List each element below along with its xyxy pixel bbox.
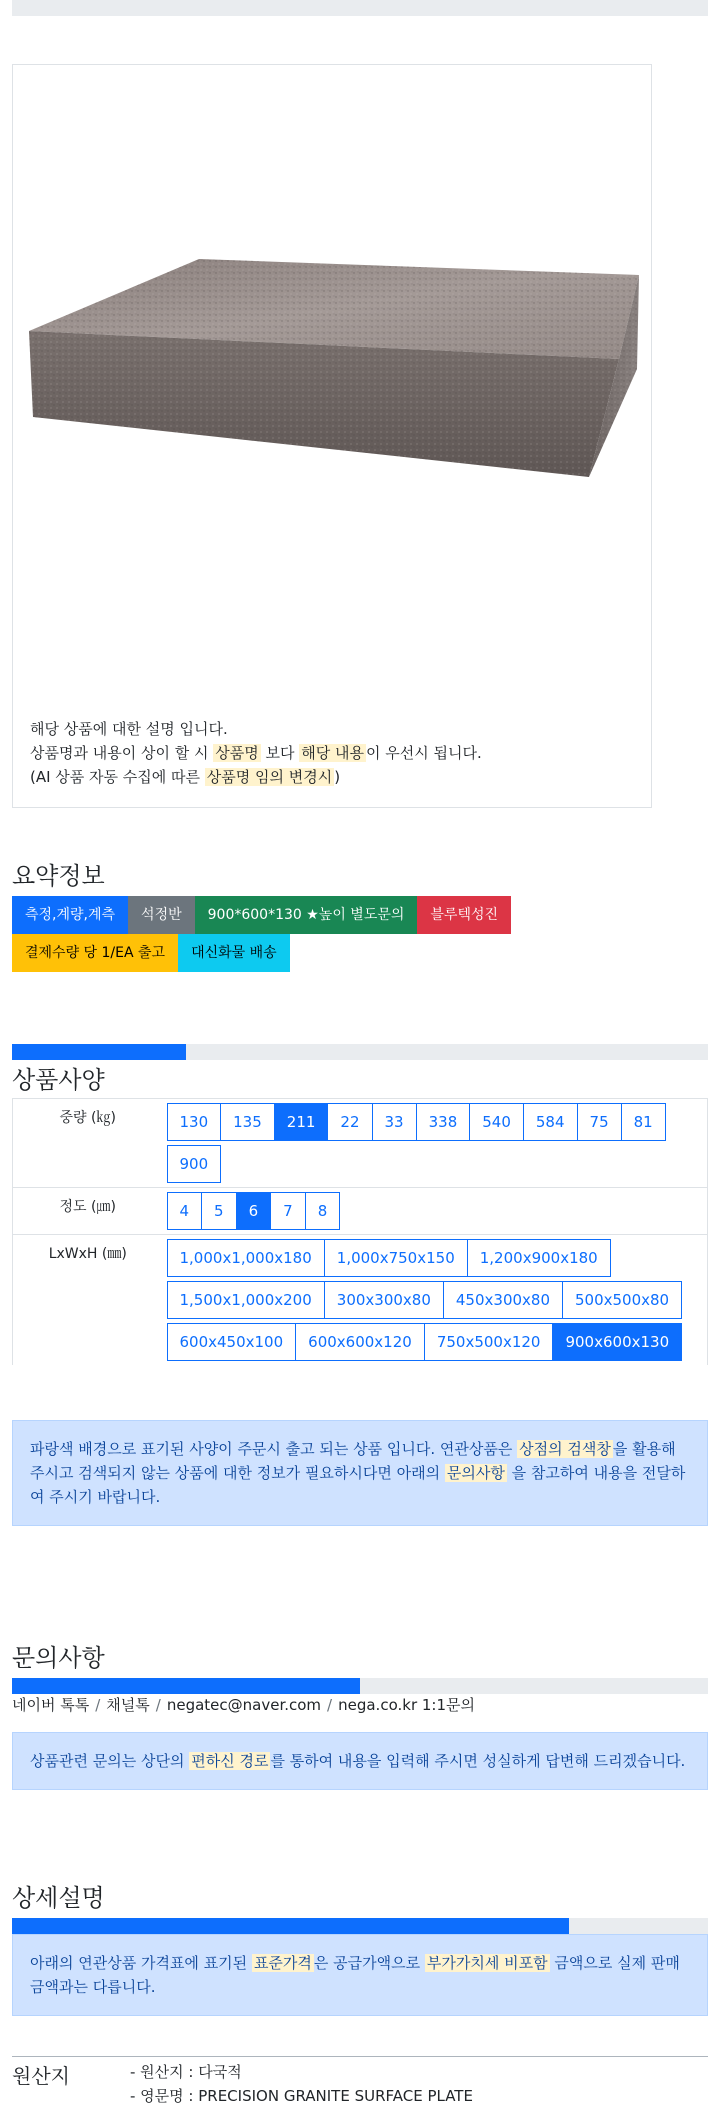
spec-option-button[interactable]: 750x500x120 <box>424 1323 554 1361</box>
summary-badges <box>12 896 708 972</box>
spec-options <box>163 1099 708 1188</box>
spec-option-button[interactable]: 5 <box>201 1192 237 1230</box>
spec-option-button[interactable]: 450x300x80 <box>443 1281 563 1319</box>
summary-badge: 결제수량 당 1/EA 출고 <box>12 934 178 972</box>
spec-option-button[interactable]: 1,200x900x180 <box>467 1239 611 1277</box>
summary-title: 요약정보 <box>12 862 105 890</box>
spec-option-button[interactable]: 584 <box>523 1103 578 1141</box>
spec-option-button[interactable]: 22 <box>327 1103 372 1141</box>
detail-progress-fill <box>12 1918 569 1934</box>
description-line: (AI 상품 자동 수집에 따른 상품명 임의 변경시 ) <box>30 768 341 786</box>
badge-row <box>12 896 708 934</box>
description-line: 상품명과 내용이 상이 할 시 상품명 보다 해당 내용 이 우선시 됩니다. <box>30 744 482 762</box>
spec-option-button[interactable]: 7 <box>270 1192 306 1230</box>
spec-title: 상품사양 <box>12 1066 105 1094</box>
contact-links <box>12 1694 475 1715</box>
detail-notice: 아래의 연관상품 가격표에 표기된 표준가격 은 공급가액으로 부가가치세 비포함 금액으로 실제 판매금액과는 다릅니다. <box>12 1934 708 2016</box>
product-image <box>29 259 639 489</box>
spec-option-button[interactable]: 135 <box>220 1103 275 1141</box>
badge-row <box>12 934 708 972</box>
inquiry-title: 문의사항 <box>12 1644 105 1672</box>
contact-separator: / <box>95 1696 101 1714</box>
contact-link[interactable]: nega.co.kr 1:1문의 <box>338 1696 475 1714</box>
top-progress-bar <box>12 0 708 16</box>
spec-option-button[interactable]: 8 <box>305 1192 341 1230</box>
spec-label: 정도 (㎛) <box>13 1188 163 1235</box>
spec-option-button[interactable]: 500x500x80 <box>562 1281 682 1319</box>
spec-label: LxWxH (㎜) <box>13 1235 163 1366</box>
spec-options-table <box>12 1098 708 1365</box>
contact-separator: / <box>155 1696 161 1714</box>
contact-link[interactable]: 네이버 톡톡 <box>12 1696 90 1714</box>
detail-progress-bar <box>12 1918 708 1934</box>
detail-title: 상세설명 <box>12 1884 105 1912</box>
contact-separator: / <box>327 1696 333 1714</box>
spec-option-button[interactable]: 81 <box>621 1103 666 1141</box>
spec-option-button[interactable]: 4 <box>167 1192 203 1230</box>
spec-row-dimensions <box>13 1235 708 1366</box>
description-line: 해당 상품에 대한 설명 입니다. <box>30 720 228 738</box>
origin-item: - 영문명 : PRECISION GRANITE SURFACE PLATE <box>130 2087 473 2103</box>
spec-option-button[interactable]: 130 <box>167 1103 222 1141</box>
origin-list <box>130 2060 473 2103</box>
contact-link[interactable]: 채널톡 <box>106 1696 150 1714</box>
summary-badge: 블루텍성진 <box>417 896 511 934</box>
contact-link[interactable]: negatec@naver.com <box>166 1696 322 1714</box>
spec-progress-bar <box>12 1044 708 1060</box>
summary-badge: 900*600*130 ★높이 별도문의 <box>195 896 418 934</box>
spec-options <box>163 1188 708 1235</box>
spec-option-button[interactable]: 900x600x130 <box>552 1323 682 1361</box>
spec-option-button[interactable]: 900 <box>167 1145 222 1183</box>
spec-option-button[interactable]: 75 <box>577 1103 622 1141</box>
spec-row-accuracy <box>13 1188 708 1235</box>
spec-row-weight <box>13 1099 708 1188</box>
spec-option-button[interactable]: 1,500x1,000x200 <box>167 1281 325 1319</box>
inquiry-notice: 상품관련 문의는 상단의 편하신 경로 를 통하여 내용을 입력해 주시면 성실하게 답변해 드리겠습니다. <box>12 1732 708 1790</box>
inquiry-progress-fill <box>12 1678 360 1694</box>
spec-option-button[interactable]: 6 <box>236 1192 272 1230</box>
spec-option-button[interactable]: 1,000x1,000x180 <box>167 1239 325 1277</box>
inquiry-progress-bar <box>12 1678 708 1694</box>
spec-option-button[interactable]: 33 <box>372 1103 417 1141</box>
spec-option-button[interactable]: 1,000x750x150 <box>324 1239 468 1277</box>
spec-progress-fill <box>12 1044 186 1060</box>
spec-option-button[interactable]: 211 <box>274 1103 329 1141</box>
spec-label: 중량 (㎏) <box>13 1099 163 1188</box>
summary-badge: 대신화물 배송 <box>178 934 290 972</box>
spec-option-button[interactable]: 600x450x100 <box>167 1323 297 1361</box>
product-image-card <box>12 64 652 808</box>
product-description <box>30 717 482 789</box>
spec-options <box>163 1235 708 1366</box>
summary-badge: 측정,계량,계측 <box>12 896 128 934</box>
spec-option-button[interactable]: 338 <box>416 1103 471 1141</box>
summary-badge: 석정반 <box>128 896 195 934</box>
origin-divider <box>12 2056 708 2057</box>
spec-notice: 파랑색 배경으로 표기된 사양이 주문시 출고 되는 상품 입니다. 연관상품은 상점의 검색창 을 활용해 주시고 검색되지 않는 상품에 대한 정보가 필요하시다면 아래의 문의사항 을 참고하여 내용을 전달하여 주시기 바랍니다. <box>12 1420 708 1526</box>
spec-option-button[interactable]: 540 <box>469 1103 524 1141</box>
origin-item: - 원산지 : 다국적 <box>130 2063 242 2081</box>
origin-title: 원산지 <box>12 2064 70 2088</box>
spec-option-button[interactable]: 300x300x80 <box>324 1281 444 1319</box>
spec-option-button[interactable]: 600x600x120 <box>295 1323 425 1361</box>
